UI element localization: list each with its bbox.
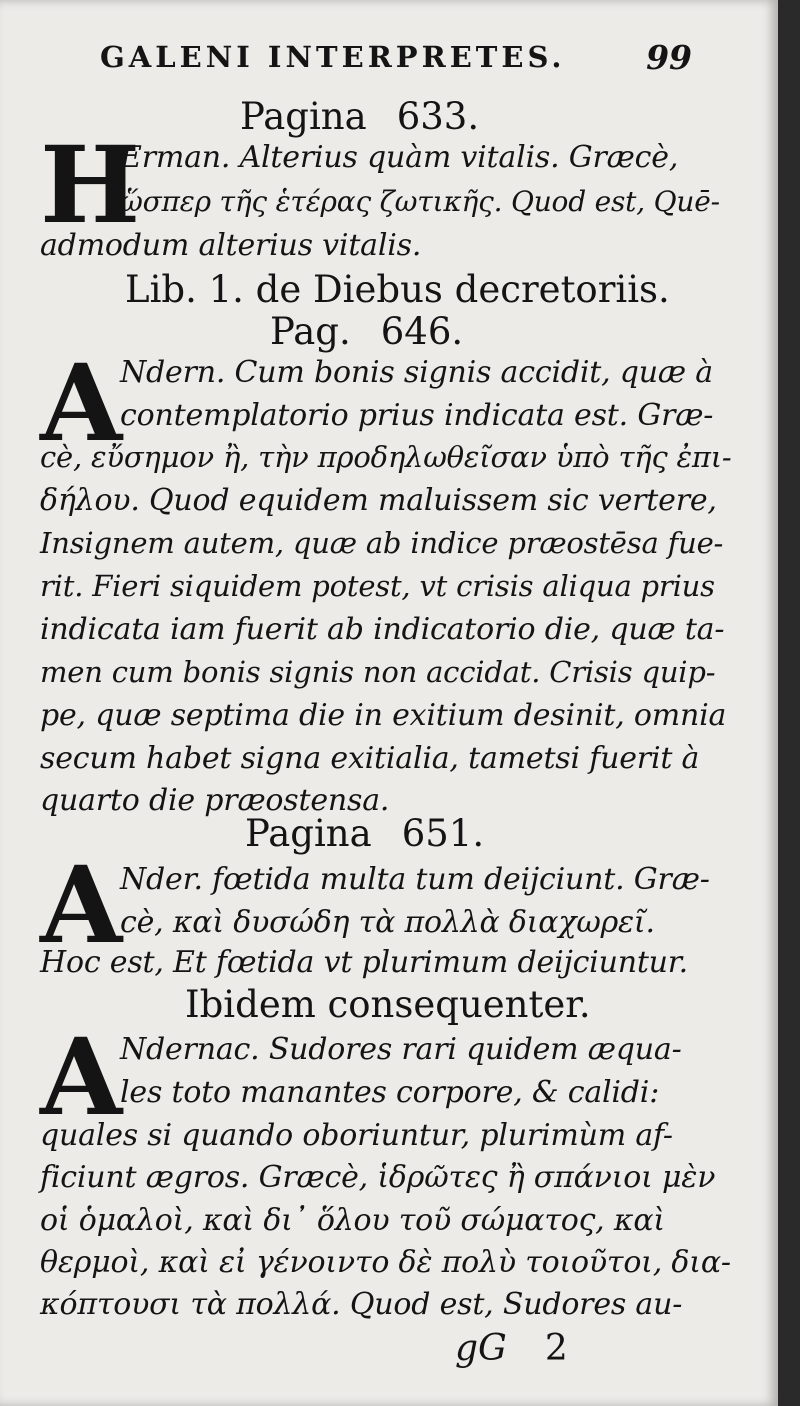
running-head-title: GALENI INTERPRETES. xyxy=(100,40,566,74)
text-line: κόπτουσι τὰ πολλά. Quod est, Sudores au- xyxy=(40,1287,683,1322)
text-line: Hoc est, Et fœtida vt plurimum deijciuntur. xyxy=(40,945,688,980)
text-line: cè, καὶ δυσώδη τὰ πολλὰ διαχωρεῖ. xyxy=(120,905,655,940)
section-heading: Pagina 651. xyxy=(245,812,485,855)
text-line: οἱ ὁμαλοὶ, καὶ δι᾽ ὅλου τοῦ σώματος, καὶ xyxy=(40,1203,665,1238)
text-line: θερμοὶ, καὶ εἰ γένοιντο δὲ πολὺ τοιοῦτοι, δια- xyxy=(40,1245,731,1280)
text-line: men cum bonis signis non accidat. Crisis quip- xyxy=(40,655,716,689)
text-line: pe, quæ septima die in exitium desinit, omnia xyxy=(40,698,727,733)
text-line: ὥσπερ τῆς ἑτέρας ζωτικῆς. Quod est, Quē- xyxy=(120,185,720,218)
page-number: 99 xyxy=(646,38,692,77)
drop-capital: A xyxy=(40,340,123,465)
text-line: Ndern. Cum bonis signis accidit, quæ à xyxy=(120,355,713,390)
text-line: cè, εὔσημον ἢ, τὴν προδηλωθεῖσαν ὑπὸ τῆς ἐπι- xyxy=(40,440,732,474)
text-line: quales si quando oboriuntur, plurimùm af- xyxy=(40,1118,673,1153)
text-line: indicata iam fuerit ab indicatorio die, quæ ta- xyxy=(40,612,725,647)
text-line: quarto die præostensa. xyxy=(40,783,390,818)
signature-mark: gG 2 xyxy=(455,1328,568,1369)
section-heading: Ibidem consequenter. xyxy=(185,983,591,1026)
text-line: Ndernac. Sudores rari quidem æqua- xyxy=(120,1032,682,1067)
section-subheading: Pag. 646. xyxy=(270,310,464,353)
text-line: contemplatorio prius indicata est. Græ- xyxy=(120,398,714,433)
section-heading: Lib. 1. de Diebus decretoriis. xyxy=(125,268,670,311)
page-edge xyxy=(778,0,800,1406)
drop-capital: A xyxy=(40,842,123,967)
text-line: Insignem autem, quæ ab indice præostēsa fue- xyxy=(40,526,724,560)
text-line: admodum alterius vitalis. xyxy=(40,228,422,263)
section-heading: Pagina 633. xyxy=(240,95,480,138)
text-line: Nder. fœtida multa tum deijciunt. Græ- xyxy=(120,862,710,897)
running-head xyxy=(100,40,700,86)
text-line: rit. Fieri siquidem potest, vt crisis aliqua prius xyxy=(40,569,715,603)
text-line: secum habet signa exitialia, tametsi fuerit à xyxy=(40,741,700,776)
drop-capital: A xyxy=(40,1014,123,1139)
drop-capital: H xyxy=(40,122,141,247)
text-line: les toto manantes corpore, & calidi: xyxy=(120,1075,660,1110)
text-line: Erman. Alterius quàm vitalis. Græcè, xyxy=(120,140,679,175)
text-line: δήλου. Quod equidem maluissem sic vertere, xyxy=(40,483,717,518)
text-line: ficiunt ægros. Græcè, ἱδρῶτες ἢ σπάνιοι μὲν xyxy=(40,1160,716,1195)
